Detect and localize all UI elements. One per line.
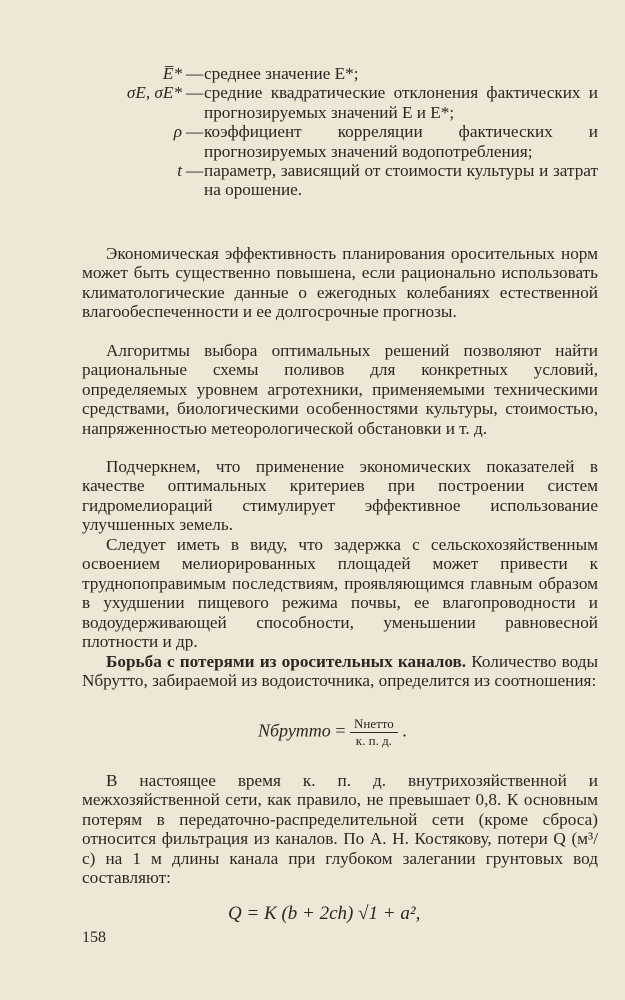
definition-text: параметр, зависящий от стоимости культуры и затрат на орошение. (204, 161, 598, 200)
definition-symbol: ρ (173, 122, 182, 142)
formula-loss: Q = K (b + 2ch) √1 + a², (228, 903, 421, 924)
section-text: Количество воды Nбрутто, забираемой из водоисточника, определится из соотношения: (82, 652, 599, 691)
definition-symbol: σE, σE* (126, 83, 182, 103)
formula-gross-water: Nбрутто = $\frac{\text{Nнетто}}{к. п. д.}$ . (258, 716, 407, 748)
body-paragraph: Алгоритмы выбора оптимальных решений позволяют найти рациональные схемы поливов для конкретных условий, определяемых уровнем агротехники, применяемыми техническими средствами, биологическими особенностями культуры, стоимостью, напряженностью метеорологической обстановки и т. д. (82, 341, 598, 438)
formula-numerator: Nнетто (350, 716, 398, 733)
formula-fraction (350, 716, 398, 749)
section-paragraph (82, 652, 598, 691)
definitions-list (82, 64, 598, 200)
section-heading: Борьба с потерями из оросительных каналов. (106, 652, 467, 671)
body-paragraph: Следует иметь в виду, что задержка с сельскохозяйственным освоением мелиорированных площадей может привести к труднопоправимым последствиям, проявляющимся главным образом в ухудшении пищевого режима почвы, ее влагопроводности и водоудерживающей способности, уменьшении равновесной плотности и др. (82, 535, 598, 652)
formula-lhs: Nбрутто (258, 720, 331, 741)
body-paragraph: В настоящее время к. п. д. внутрихозяйственной и межхозяйственной сети, как правило, не превышает 0,8. К основным потерям в передаточно-распределительной сети (кроме сброса) относится фильтрация из каналов. По А. Н. Костякову, потери Q (м³/с) на 1 м длины канала при глубоком залегании грунтовых вод составляют: (82, 771, 598, 888)
definition-item: ρ — коэффициент корреляции фактических и прогнозируемых значений водопотребления; (82, 122, 598, 161)
definition-item: t — параметр, зависящий от стоимости культуры и затрат на орошение. (82, 161, 598, 200)
definition-item: E̅* — среднее значение E*; (82, 64, 598, 83)
page-number: 158 (82, 929, 106, 946)
definition-item: σE, σE* — средние квадратические отклонения фактических и прогнозируемых значений E и E*; (82, 83, 598, 122)
body-paragraph: Экономическая эффективность планирования оросительных норм может быть существенно повышена, если рационально использовать климатологические данные о ежегодных колебаниях естественной влагообеспеченности и ее долгосрочные прогнозы. (82, 244, 598, 322)
definition-text: средние квадратические отклонения фактических и прогнозируемых значений E и E*; (204, 83, 598, 122)
body-paragraph: Подчеркнем, что применение экономических показателей в качестве оптимальных критериев при построении систем гидромелиораций стимулирует эффективное использование улучшенных земель. (82, 457, 598, 535)
definition-symbol: E̅* (162, 64, 182, 83)
definition-text: среднее значение E*; (204, 64, 359, 83)
formula-denominator: к. п. д. (355, 733, 392, 748)
definition-text: коэффициент корреляции фактических и прогнозируемых значений водопотребления; (204, 122, 598, 161)
definition-symbol: t (177, 161, 182, 181)
